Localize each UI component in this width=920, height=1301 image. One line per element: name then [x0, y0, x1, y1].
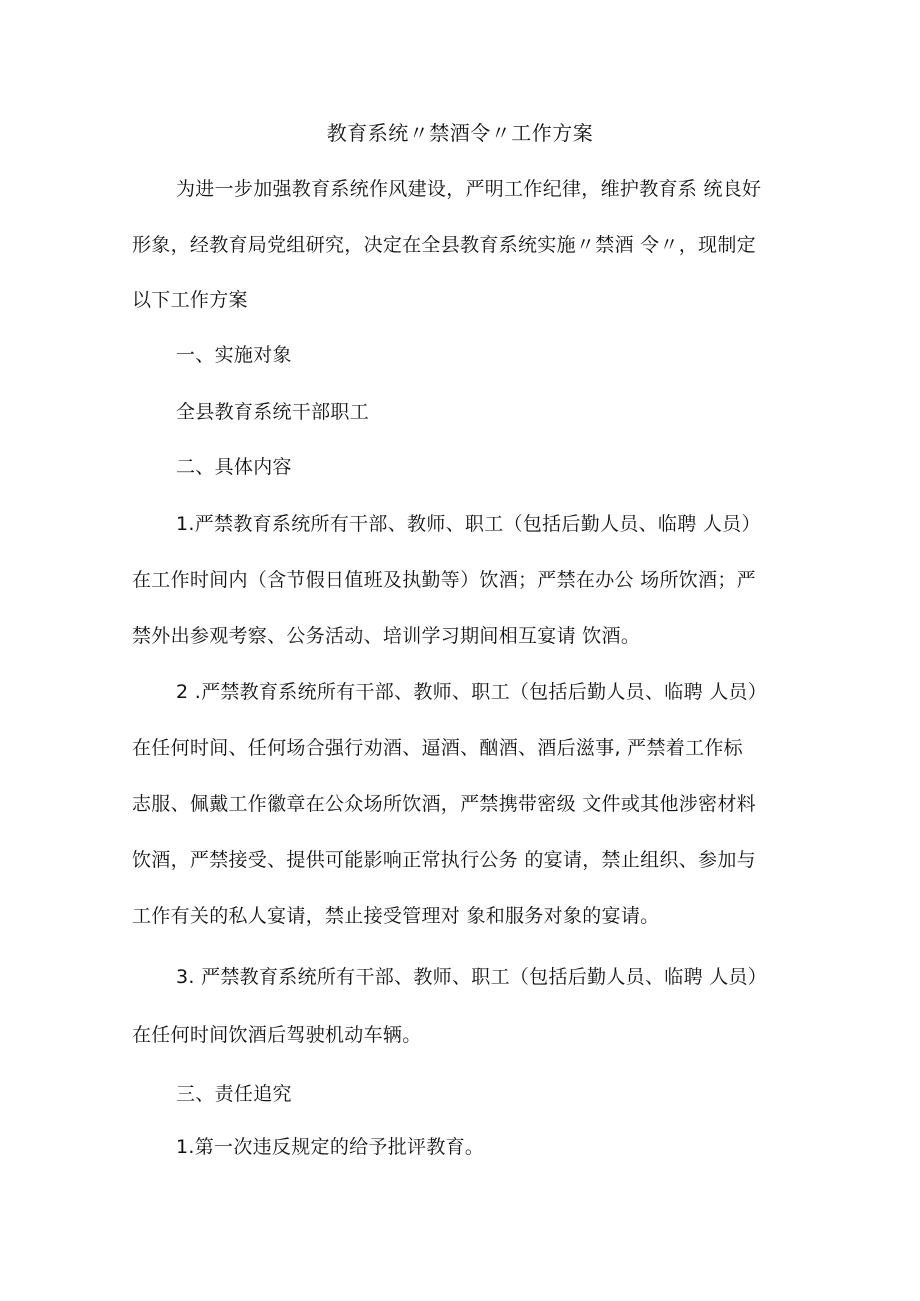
section-heading: 二、具体内容 — [176, 456, 292, 478]
paragraph-line: 2 .严禁教育系统所有干部、教师、职工（包括后勤人员、临聘 人员） — [176, 681, 768, 703]
paragraph-line: 全县教育系统干部职工 — [176, 401, 370, 423]
paragraph-line: 形象，经教育局党组研究，决定在全县教育系统实施〃禁酒 令〃，现制定 — [132, 234, 756, 256]
document-title: 教育系统〃禁酒令〃工作方案 — [326, 121, 594, 145]
paragraph-line: 1.严禁教育系统所有干部、教师、职工（包括后勤人员、临聘 人员） — [176, 513, 761, 535]
paragraph-line: 在工作时间内（含节假日值班及执勤等）饮酒；严禁在办公 场所饮酒；严 — [132, 569, 756, 591]
paragraph-line: 工作有关的私人宴请，禁止接受管理对 象和服务对象的宴请。 — [132, 905, 660, 927]
section-heading: 一、实施对象 — [176, 344, 292, 366]
paragraph-line: 饮酒，严禁接受、提供可能影响正常执行公务 的宴请，禁止组织、参加与 — [132, 849, 756, 871]
section-heading: 三、责任追究 — [176, 1083, 292, 1105]
paragraph-line: 为进一步加强教育系统作风建设，严明工作纪律，维护教育系 统良好 — [176, 178, 762, 200]
paragraph-line: 3. 严禁教育系统所有干部、教师、职工（包括后勤人员、临聘 人员） — [176, 966, 768, 988]
paragraph-line: 禁外出参观考察、公务活动、培训学习期间相互宴请 饮酒。 — [132, 625, 641, 647]
paragraph-line: 1.第一次违反规定的给予批评教育。 — [176, 1136, 485, 1158]
paragraph-line: 志服、佩戴工作徽章在公众场所饮酒，严禁携带密级 文件或其他涉密材料 — [132, 793, 756, 815]
paragraph-line: 在任何时间饮酒后驾驶机动车辆。 — [132, 1024, 422, 1046]
paragraph-line: 在任何时间、任何场合强行劝酒、逼酒、酗酒、酒后滋事, 严禁着工作标 — [132, 737, 743, 759]
paragraph-line: 以下工作方案 — [132, 289, 248, 311]
